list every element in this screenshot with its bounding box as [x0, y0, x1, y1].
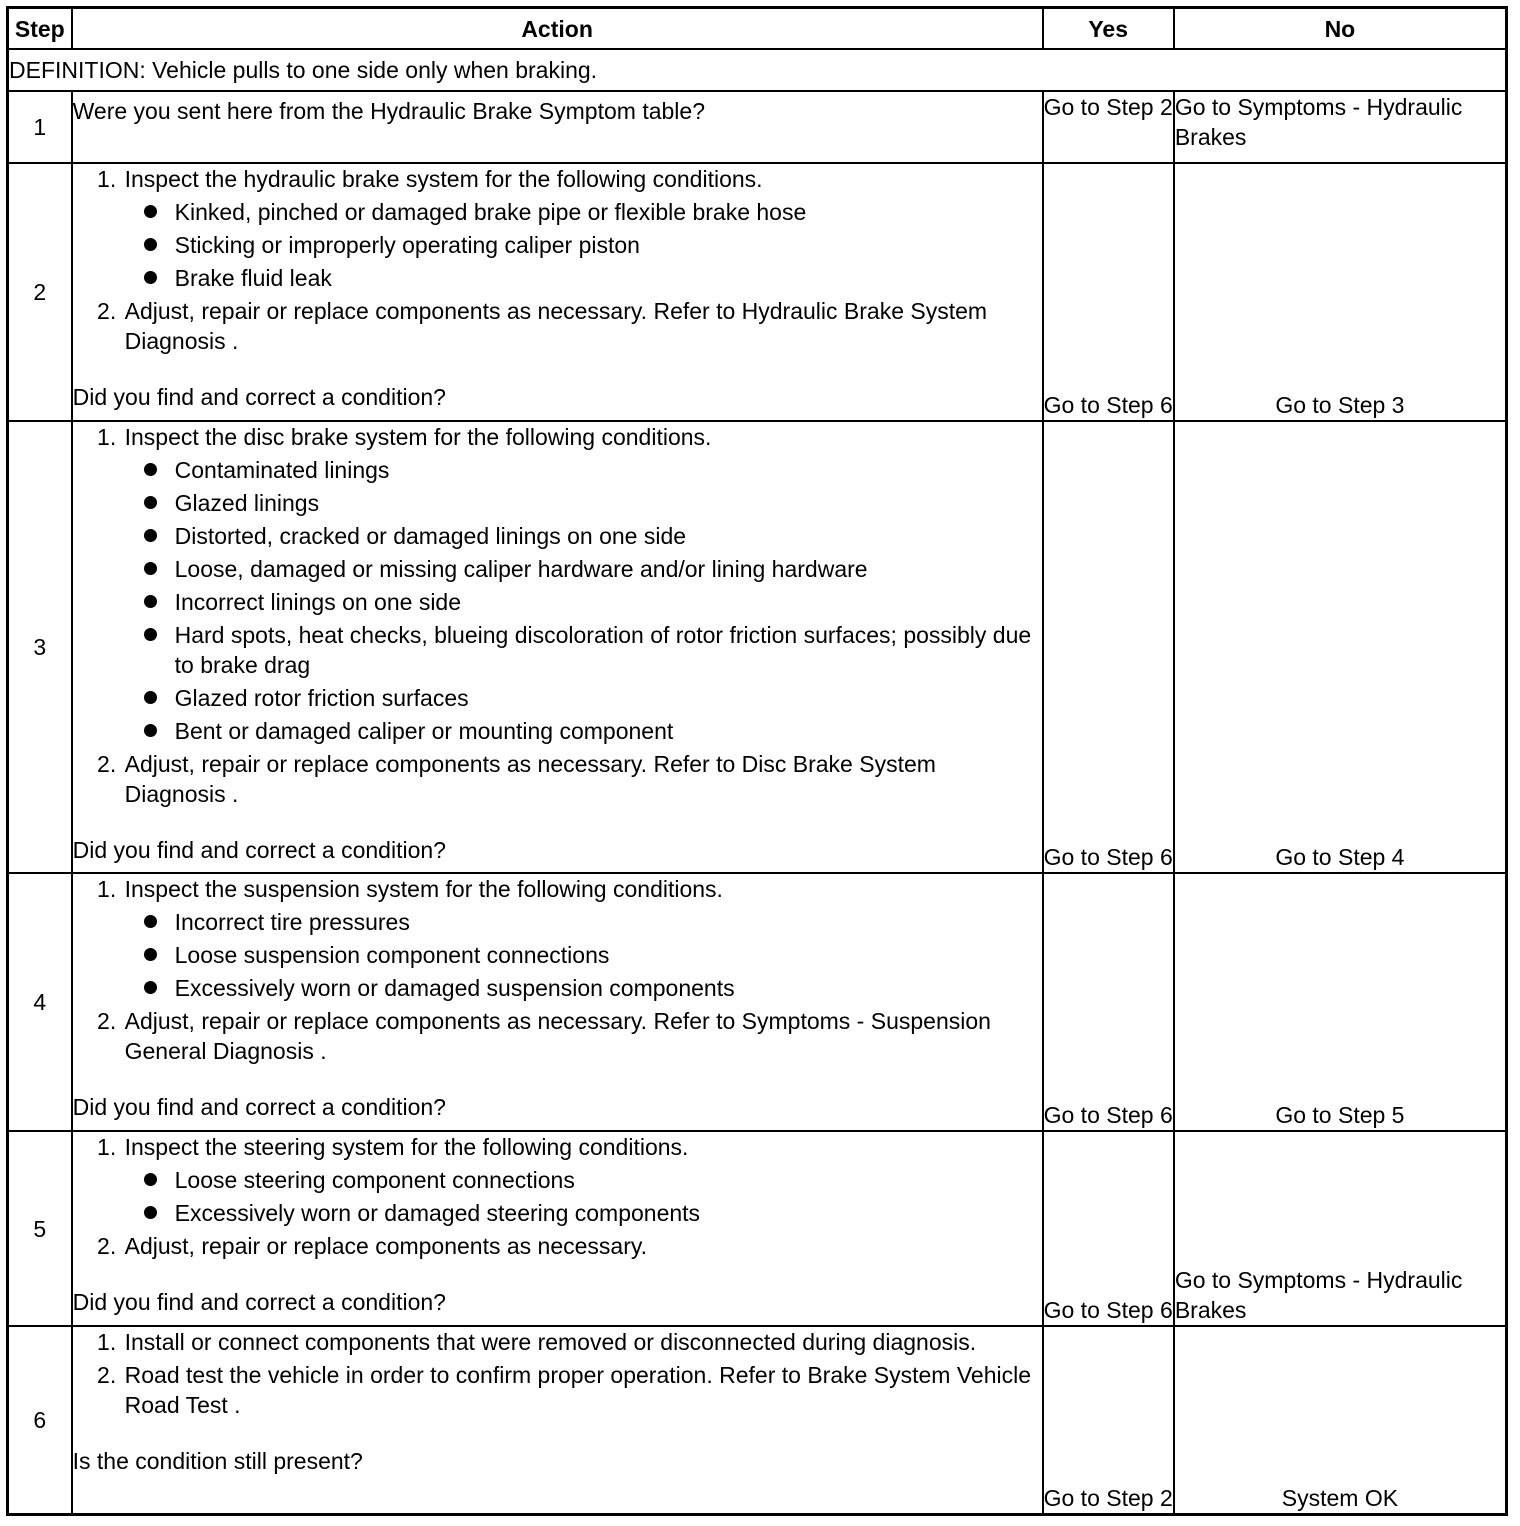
table-row: [8, 163, 1507, 421]
procedure-list: [73, 1327, 1042, 1420]
condition-item: Loose steering component connections: [175, 1165, 1042, 1195]
procedure-step: [123, 422, 1042, 746]
step-number: 3: [8, 421, 72, 873]
condition-item: Brake fluid leak: [175, 263, 1042, 293]
diagnostic-table: [6, 6, 1508, 1516]
no-cell: System OK: [1174, 1326, 1507, 1515]
procedure-text: Adjust, repair or replace components as necessary. Refer to Disc Brake System Diagnosis .: [124, 751, 936, 807]
action-cell: [72, 1326, 1043, 1515]
condition-item: Excessively worn or damaged suspension components: [175, 973, 1042, 1003]
question-text: Did you find and correct a condition?: [72, 1094, 446, 1120]
action-cell: [72, 1131, 1043, 1326]
no-cell: Go to Step 3: [1174, 163, 1507, 421]
action-cell: [72, 91, 1043, 163]
procedure-text: Road test the vehicle in order to confirm proper operation. Refer to Brake System Vehicle Road Test .: [124, 1362, 1032, 1418]
procedure-text: Inspect the disc brake system for the following conditions.: [124, 424, 712, 450]
procedure-step: [123, 1006, 1042, 1066]
procedure-text: Adjust, repair or replace components as necessary. Refer to Symptoms - Suspension General Diagnosis .: [124, 1008, 991, 1064]
yes-cell: Go to Step 6: [1043, 421, 1174, 873]
procedure-text: Inspect the suspension system for the following conditions.: [124, 876, 723, 902]
procedure-list: [73, 164, 1042, 356]
condition-item: Bent or damaged caliper or mounting component: [175, 716, 1042, 746]
procedure-text: Install or connect components that were removed or disconnected during diagnosis.: [124, 1329, 977, 1355]
procedure-step: [123, 874, 1042, 1003]
condition-item: Glazed linings: [175, 488, 1042, 518]
condition-item: Distorted, cracked or damaged linings on one side: [175, 521, 1042, 551]
no-cell: Go to Symptoms - Hydraulic Brakes: [1174, 1131, 1507, 1326]
action-cell: [72, 421, 1043, 873]
yes-cell: Go to Step 6: [1043, 873, 1174, 1131]
condition-item: Excessively worn or damaged steering components: [175, 1198, 1042, 1228]
condition-item: Kinked, pinched or damaged brake pipe or flexible brake hose: [175, 197, 1042, 227]
header-yes: Yes: [1043, 8, 1174, 50]
condition-list: [125, 197, 1042, 293]
header-action: Action: [72, 8, 1043, 50]
table-row: [8, 91, 1507, 163]
table-row: [8, 873, 1507, 1131]
procedure-list: [73, 1132, 1042, 1261]
procedure-step: [123, 164, 1042, 293]
yes-cell: Go to Step 2: [1043, 1326, 1174, 1515]
procedure-step: [123, 1132, 1042, 1228]
step-number: 4: [8, 873, 72, 1131]
step-number: 6: [8, 1326, 72, 1515]
question-text: Is the condition still present?: [72, 1448, 363, 1474]
yes-cell: Go to Step 2: [1043, 91, 1174, 163]
procedure-step: [123, 1327, 1042, 1357]
condition-item: Incorrect tire pressures: [175, 907, 1042, 937]
procedure-step: [123, 1231, 1042, 1261]
definition-row: [8, 49, 1507, 91]
procedure-step: [123, 1360, 1042, 1420]
table-row: [8, 421, 1507, 873]
definition-text: DEFINITION: Vehicle pulls to one side only when braking.: [8, 49, 1507, 91]
step-number: 1: [8, 91, 72, 163]
yes-cell: Go to Step 6: [1043, 163, 1174, 421]
no-cell: Go to Step 5: [1174, 873, 1507, 1131]
question-text: Did you find and correct a condition?: [72, 384, 446, 410]
condition-item: Sticking or improperly operating caliper piston: [175, 230, 1042, 260]
condition-list: [125, 907, 1042, 1003]
procedure-text: Inspect the hydraulic brake system for the following conditions.: [124, 166, 763, 192]
question-text: Did you find and correct a condition?: [72, 1289, 446, 1315]
header-step: Step: [8, 8, 72, 50]
procedure-text: Adjust, repair or replace components as necessary.: [124, 1233, 648, 1259]
yes-cell: Go to Step 6: [1043, 1131, 1174, 1326]
procedure-step: [123, 296, 1042, 356]
no-cell: Go to Symptoms - Hydraulic Brakes: [1174, 91, 1507, 163]
action-cell: [72, 873, 1043, 1131]
question-text: Did you find and correct a condition?: [72, 837, 446, 863]
table-row: [8, 1131, 1507, 1326]
procedure-list: [73, 422, 1042, 809]
condition-item: Loose, damaged or missing caliper hardware and/or lining hardware: [175, 554, 1042, 584]
no-cell: Go to Step 4: [1174, 421, 1507, 873]
procedure-list: [73, 874, 1042, 1066]
header-no: No: [1174, 8, 1507, 50]
question-text: Were you sent here from the Hydraulic Brake Symptom table?: [72, 98, 705, 124]
header-row: [8, 8, 1507, 50]
condition-item: Hard spots, heat checks, blueing discoloration of rotor friction surfaces; possibly due to brake drag: [175, 620, 1042, 680]
action-cell: [72, 163, 1043, 421]
condition-item: Contaminated linings: [175, 455, 1042, 485]
step-number: 5: [8, 1131, 72, 1326]
procedure-step: [123, 749, 1042, 809]
procedure-text: Inspect the steering system for the following conditions.: [124, 1134, 689, 1160]
condition-list: [125, 1165, 1042, 1228]
condition-item: Incorrect linings on one side: [175, 587, 1042, 617]
table-row: [8, 1326, 1507, 1515]
condition-item: Loose suspension component connections: [175, 940, 1042, 970]
step-number: 2: [8, 163, 72, 421]
condition-list: [125, 455, 1042, 746]
condition-item: Glazed rotor friction surfaces: [175, 683, 1042, 713]
procedure-text: Adjust, repair or replace components as necessary. Refer to Hydraulic Brake System Diagnosis .: [124, 298, 988, 354]
